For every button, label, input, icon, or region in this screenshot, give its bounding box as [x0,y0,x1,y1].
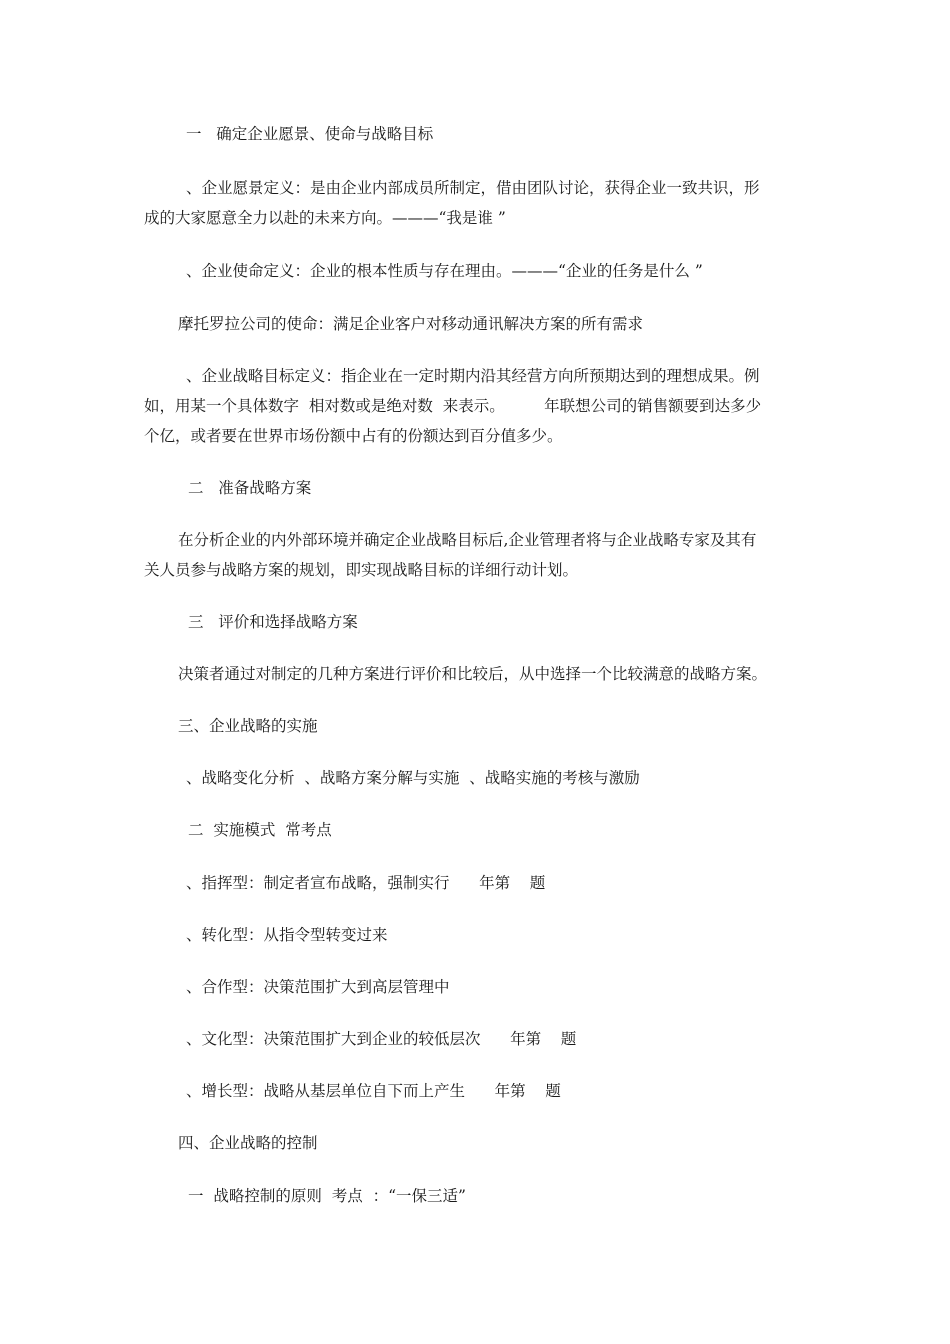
paragraph-motorola-mission: 摩托罗拉公司的使命：满足企业客户对移动通讯解决方案的所有需求 [178,315,644,333]
paragraph-vision-definition-line1: 、企业愿景定义：是由企业内部成员所制定，借由团队讨论，获得企业一致共识，形 [186,179,760,197]
list-item-growth-model: 、增长型：战略从基层单位自下而上产生 年第 题 [186,1082,561,1100]
paragraph-control-principles: 一 战略控制的原则 考点 ：“一保三适” [188,1187,466,1205]
list-item-cooperation-model: 、合作型：决策范围扩大到高层管理中 [186,978,450,996]
heading-vision-mission-goals: 一 确定企业愿景、使命与战略目标 [186,125,434,143]
heading-implementation-models: 二 实施模式 常考点 [188,821,332,839]
heading-strategy-control: 四、企业战略的控制 [178,1134,318,1152]
paragraph-goal-definition-line1: 、企业战略目标定义：指企业在一定时期内沿其经营方向所预期达到的理想成果。例 [186,367,760,385]
paragraph-prepare-plans-line2: 关人员参与战略方案的规划，即实现战略目标的详细行动计划。 [144,561,579,579]
list-item-culture-model: 、文化型：决策范围扩大到企业的较低层次 年第 题 [186,1030,577,1048]
paragraph-mission-definition: 、企业使命定义：企业的根本性质与存在理由。———“企业的任务是什么 ” [186,262,703,280]
paragraph-prepare-plans-line1: 在分析企业的内外部环境并确定企业战略目标后,企业管理者将与企业战略专家及其有 [178,531,757,549]
paragraph-vision-definition-line2: 成的大家愿意全力以赴的未来方向。———“我是谁 ” [144,209,506,227]
paragraph-goal-definition-line3: 个亿，或者要在世界市场份额中占有的份额达到百分值多少。 [144,427,563,445]
paragraph-implementation-items: 、战略变化分析 、战略方案分解与实施 、战略实施的考核与激励 [186,769,640,787]
list-item-transformation-model: 、转化型：从指令型转变过来 [186,926,388,944]
heading-evaluate-select: 三 评价和选择战略方案 [188,613,358,631]
paragraph-evaluate-select: 决策者通过对制定的几种方案进行评价和比较后，从中选择一个比较满意的战略方案。 [178,665,768,683]
paragraph-goal-definition-line2: 如，用某一个具体数字 相对数或是绝对数 来表示。 年联想公司的销售额要到达多少 [144,397,762,415]
heading-strategy-implementation: 三、企业战略的实施 [178,717,318,735]
heading-prepare-plans: 二 准备战略方案 [188,479,312,497]
list-item-command-model: 、指挥型：制定者宣布战略，强制实行 年第 题 [186,874,546,892]
